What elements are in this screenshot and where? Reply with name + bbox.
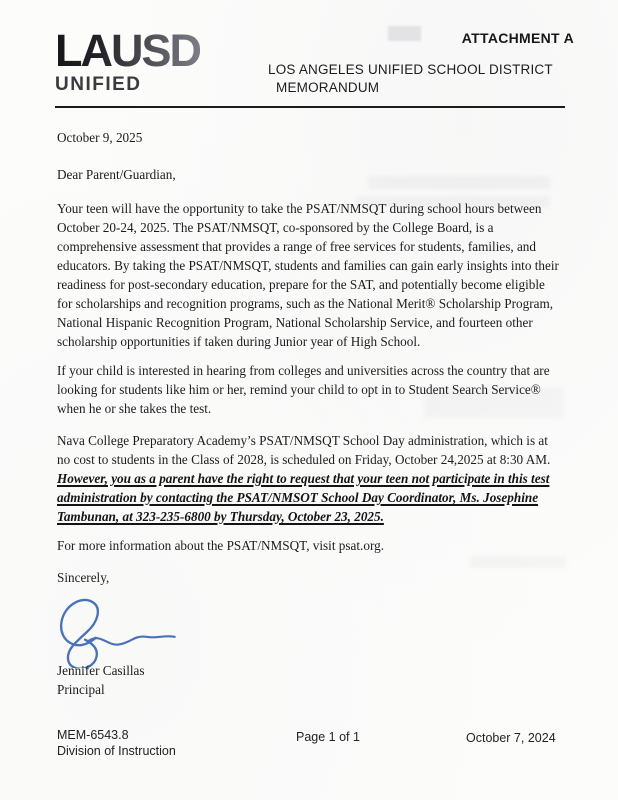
district-name: LOS ANGELES UNIFIED SCHOOL DISTRICT bbox=[268, 62, 553, 77]
paragraph-student-search: If your child is interested in hearing from colleges and universities across the country that are looking for students like him or her, remind your child to opt in to Student Search Service® when he or she takes the test. bbox=[57, 363, 550, 416]
footer-division: Division of Instruction bbox=[57, 744, 176, 758]
footer-left-block bbox=[57, 727, 176, 759]
header-rule bbox=[55, 106, 565, 108]
lausd-logo bbox=[55, 25, 200, 95]
footer-memo-number: MEM-6543.8 bbox=[57, 728, 129, 742]
signature-tail-stroke bbox=[89, 636, 175, 644]
signature-loop-stroke bbox=[61, 600, 98, 668]
memorandum-label: MEMORANDUM bbox=[276, 80, 380, 95]
paragraph-psat-overview: Your teen will have the opportunity to take the PSAT/NMSQT during school hours between October 20-24, 2025. The PSAT/NMSQT, co-sponsored by the College Board, is a comprehensive assessment that provides a range of free services for students, families, and educators. By taking the PSAT/NMSQT, students and families can gain early insights into their readiness for post-secondary education, prepare for the SAT, and potentially become eligible for scholarships and recognition programs, such as the National Merit® Scholarship Program, National Hispanic Recognition Program, National Scholarship Service, and fourteen other scholarship opportunities if taken during Junior year of High School. bbox=[57, 201, 559, 349]
signer-title: Principal bbox=[57, 682, 105, 697]
lausd-logo-unified-label: UNIFIED bbox=[55, 74, 142, 95]
signature-image bbox=[50, 590, 200, 668]
bleed-through-artifact bbox=[388, 26, 421, 41]
signer-name: Jennifer Casillas bbox=[57, 663, 145, 678]
lausd-logo-wordmark: LAUSD bbox=[55, 25, 200, 76]
paragraph-more-info: For more information about the PSAT/NMSQT, visit psat.org. bbox=[57, 538, 384, 553]
footer-date: October 7, 2024 bbox=[466, 731, 556, 745]
opt-out-emphasis-text: However, you as a parent have the right to request that your teen not participate in this test administration by contacting the PSAT/NMSOT School Day Coordinator, Ms. Josephine Tambunan, at 323-235-6800 by Thursday, October 23, 2025. bbox=[57, 471, 550, 524]
closing: Sincerely, bbox=[57, 570, 110, 585]
bleed-through-artifact bbox=[470, 556, 566, 568]
attachment-label: ATTACHMENT A bbox=[461, 30, 574, 46]
salutation: Dear Parent/Guardian, bbox=[57, 167, 176, 182]
paragraph-administration bbox=[57, 431, 561, 526]
footer-page-indicator: Page 1 of 1 bbox=[296, 730, 360, 744]
letter-date: October 9, 2025 bbox=[57, 130, 143, 145]
signature-scribble bbox=[50, 590, 200, 668]
administration-schedule-text: Nava College Preparatory Academy’s PSAT/NMSQT School Day administration, which is at no cost to students in the Class of 2028, is scheduled on Friday, October 24,2025 at 8:30 AM. bbox=[57, 433, 551, 467]
